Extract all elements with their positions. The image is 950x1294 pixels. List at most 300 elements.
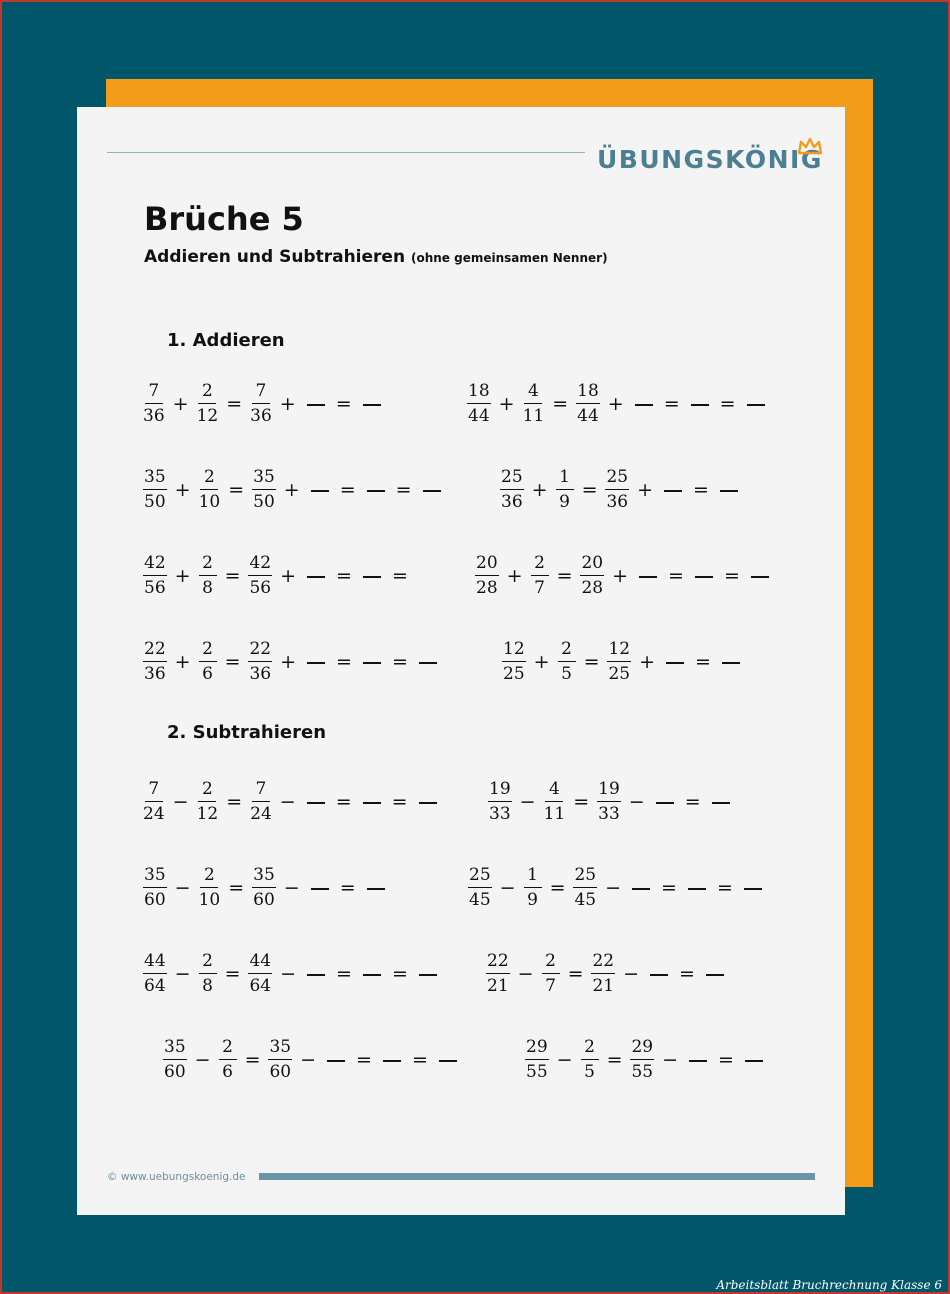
denominator: 55 xyxy=(631,1062,654,1082)
answer-blank xyxy=(664,490,682,492)
operator-sign: = xyxy=(411,1049,428,1071)
answer-blank xyxy=(363,802,381,804)
denominator: 6 xyxy=(202,664,213,684)
denominator: 5 xyxy=(561,664,572,684)
fraction xyxy=(197,781,219,823)
fraction xyxy=(248,953,272,995)
operator-sign: = xyxy=(336,651,352,673)
operator-sign: = xyxy=(718,1049,734,1071)
operator-sign: = xyxy=(679,963,695,985)
fraction xyxy=(252,867,276,909)
operator-sign: = xyxy=(661,877,677,899)
denominator: 36 xyxy=(250,406,272,426)
operator-sign: = xyxy=(336,963,352,985)
fraction xyxy=(523,383,545,425)
denominator: 36 xyxy=(249,664,272,684)
operator-sign: − xyxy=(605,877,622,899)
fraction xyxy=(197,383,219,425)
answer-blank xyxy=(639,576,657,578)
answer-blanks xyxy=(279,877,391,899)
denominator: 21 xyxy=(487,976,509,996)
answer-blank xyxy=(307,974,325,976)
operator-sign: = xyxy=(391,963,408,985)
numerator: 4 xyxy=(545,781,563,802)
numerator: 18 xyxy=(467,383,491,404)
operator-sign: = xyxy=(391,565,408,587)
exercise xyxy=(472,548,775,604)
answer-blank xyxy=(666,662,684,664)
logo-text: ÜBUNGSKÖNIG xyxy=(597,145,823,174)
subtitle-main: Addieren und Subtrahieren xyxy=(144,247,406,267)
fraction xyxy=(252,469,276,511)
operator-sign: − xyxy=(279,791,296,813)
operator-sign: − xyxy=(556,1049,573,1071)
fraction xyxy=(143,867,167,909)
fraction xyxy=(597,781,621,823)
equals-sign: = xyxy=(606,1049,623,1071)
operator-sign: + xyxy=(279,393,296,415)
operator-sign: − xyxy=(517,963,534,985)
equals-sign: = xyxy=(224,651,241,673)
numerator: 2 xyxy=(198,383,216,404)
answer-blank xyxy=(307,404,325,406)
denominator: 50 xyxy=(253,492,275,512)
numerator: 35 xyxy=(143,469,167,490)
operator-sign: + xyxy=(280,651,297,673)
numerator: 29 xyxy=(525,1039,549,1060)
numerator: 2 xyxy=(199,641,217,662)
operator-sign: + xyxy=(283,479,300,501)
exercise xyxy=(499,634,746,690)
operator-sign: + xyxy=(533,651,550,673)
fraction xyxy=(163,1039,187,1081)
numerator: 35 xyxy=(143,867,167,888)
fraction xyxy=(143,953,167,995)
fraction xyxy=(468,867,492,909)
numerator: 7 xyxy=(252,383,270,404)
equals-sign: = xyxy=(556,565,573,587)
denominator: 10 xyxy=(198,890,221,910)
footer-bar xyxy=(259,1173,815,1180)
operator-sign: + xyxy=(174,479,191,501)
denominator: 12 xyxy=(196,804,219,824)
operator-sign: + xyxy=(174,565,191,587)
fraction xyxy=(605,469,629,511)
numerator: 22 xyxy=(486,953,510,974)
denominator: 33 xyxy=(489,804,511,824)
numerator: 2 xyxy=(199,555,217,576)
exercise xyxy=(140,860,391,916)
operator-sign: + xyxy=(612,565,629,587)
answer-blank xyxy=(745,1060,763,1062)
answer-blank xyxy=(363,974,381,976)
denominator: 24 xyxy=(250,804,272,824)
numerator: 19 xyxy=(597,781,621,802)
denominator: 64 xyxy=(249,976,272,996)
numerator: 29 xyxy=(630,1039,654,1060)
fraction xyxy=(556,469,574,511)
operator-sign: = xyxy=(339,877,356,899)
numerator: 22 xyxy=(248,641,272,662)
answer-blank xyxy=(307,662,325,664)
answer-blank xyxy=(688,888,706,890)
numerator: 25 xyxy=(573,867,597,888)
denominator: 45 xyxy=(469,890,491,910)
denominator: 55 xyxy=(526,1062,548,1082)
answer-blank xyxy=(751,576,769,578)
exercise xyxy=(140,634,443,690)
fraction xyxy=(580,555,604,597)
denominator: 36 xyxy=(606,492,629,512)
denominator: 24 xyxy=(143,804,165,824)
footer-website: © www.uebungskoenig.de xyxy=(107,1171,246,1183)
denominator: 36 xyxy=(501,492,523,512)
section-heading-subtrahieren: 2. Subtrahieren xyxy=(167,722,327,743)
answer-blank xyxy=(635,404,653,406)
denominator: 45 xyxy=(574,890,597,910)
denominator: 36 xyxy=(144,664,166,684)
answer-blank xyxy=(706,974,724,976)
numerator: 35 xyxy=(252,867,276,888)
answer-blanks xyxy=(657,1049,769,1071)
denominator: 12 xyxy=(196,406,219,426)
numerator: 2 xyxy=(581,1039,599,1060)
answer-blanks xyxy=(634,651,746,673)
answer-blanks xyxy=(275,393,387,415)
denominator: 60 xyxy=(164,1062,186,1082)
answer-blank xyxy=(689,1060,707,1062)
exercise xyxy=(140,462,447,518)
operator-sign: − xyxy=(623,963,640,985)
denominator: 60 xyxy=(269,1062,292,1082)
fraction xyxy=(199,469,221,511)
fraction xyxy=(143,781,165,823)
answer-blanks xyxy=(275,963,443,985)
denominator: 60 xyxy=(144,890,166,910)
operator-sign: = xyxy=(719,393,736,415)
fraction xyxy=(199,641,217,683)
operator-sign: + xyxy=(639,651,656,673)
crown-icon xyxy=(797,137,823,155)
operator-sign: + xyxy=(172,393,189,415)
denominator: 33 xyxy=(598,804,620,824)
numerator: 42 xyxy=(248,555,272,576)
answer-blank xyxy=(419,662,437,664)
numerator: 20 xyxy=(580,555,604,576)
denominator: 9 xyxy=(559,492,570,512)
subtitle-note: (ohne gemeinsamen Nenner) xyxy=(410,251,608,265)
denominator: 44 xyxy=(577,406,599,426)
operator-sign: = xyxy=(716,877,733,899)
answer-blank xyxy=(650,974,668,976)
fraction xyxy=(143,469,167,511)
numerator: 7 xyxy=(252,781,270,802)
operator-sign: − xyxy=(499,877,516,899)
answer-blanks xyxy=(600,877,768,899)
equals-sign: = xyxy=(224,565,241,587)
denominator: 7 xyxy=(545,976,556,996)
answer-blank xyxy=(419,974,437,976)
operator-sign: + xyxy=(280,565,297,587)
answer-blank xyxy=(632,888,650,890)
operator-sign: − xyxy=(194,1049,211,1071)
numerator: 20 xyxy=(475,555,499,576)
numerator: 25 xyxy=(605,469,629,490)
exercise xyxy=(140,548,413,604)
numerator: 35 xyxy=(268,1039,292,1060)
equals-sign: = xyxy=(549,877,566,899)
denominator: 7 xyxy=(534,578,545,598)
operator-sign: + xyxy=(637,479,654,501)
operator-sign: + xyxy=(607,393,624,415)
fraction xyxy=(576,383,600,425)
answer-blank xyxy=(307,802,325,804)
denominator: 10 xyxy=(198,492,221,512)
equals-sign: = xyxy=(583,651,600,673)
answer-blank xyxy=(656,802,674,804)
operator-sign: + xyxy=(174,651,191,673)
exercise xyxy=(485,774,736,830)
denominator: 8 xyxy=(202,578,213,598)
worksheet-page xyxy=(77,107,845,1215)
answer-blank xyxy=(311,888,329,890)
equals-sign: = xyxy=(573,791,590,813)
fraction xyxy=(248,641,272,683)
exercise xyxy=(140,774,443,830)
operator-sign: = xyxy=(339,479,356,501)
answer-blank xyxy=(691,404,709,406)
numerator: 2 xyxy=(542,953,560,974)
answer-blank xyxy=(367,888,385,890)
operator-sign: = xyxy=(723,565,740,587)
numerator: 25 xyxy=(500,469,524,490)
fraction xyxy=(544,781,566,823)
denominator: 36 xyxy=(143,406,165,426)
operator-sign: = xyxy=(695,651,711,673)
answer-blank xyxy=(720,490,738,492)
answer-blank xyxy=(744,888,762,890)
answer-blank xyxy=(419,802,437,804)
answer-blank xyxy=(363,404,381,406)
operator-sign: + xyxy=(506,565,523,587)
fraction xyxy=(607,641,631,683)
fraction xyxy=(250,383,272,425)
operator-sign: = xyxy=(335,791,352,813)
answer-blank xyxy=(695,576,713,578)
numerator: 42 xyxy=(143,555,167,576)
operator-sign: + xyxy=(531,479,548,501)
answer-blank xyxy=(423,490,441,492)
numerator: 2 xyxy=(531,555,549,576)
numerator: 2 xyxy=(219,1039,237,1060)
operator-sign: + xyxy=(498,393,515,415)
answer-blanks xyxy=(275,651,443,673)
operator-sign: − xyxy=(519,791,536,813)
exercise xyxy=(160,1032,463,1088)
equals-sign: = xyxy=(581,479,598,501)
answer-blank xyxy=(367,490,385,492)
operator-sign: = xyxy=(663,393,680,415)
fraction xyxy=(219,1039,237,1081)
numerator: 18 xyxy=(576,383,600,404)
operator-sign: − xyxy=(174,963,191,985)
equals-sign: = xyxy=(228,479,245,501)
numerator: 25 xyxy=(468,867,492,888)
numerator: 4 xyxy=(524,383,542,404)
fraction xyxy=(591,953,615,995)
numerator: 35 xyxy=(252,469,276,490)
fraction xyxy=(525,1039,549,1081)
operator-sign: = xyxy=(668,565,684,587)
header-rule xyxy=(107,152,585,153)
fraction xyxy=(531,555,549,597)
answer-blank xyxy=(747,404,765,406)
denominator: 56 xyxy=(144,578,166,598)
exercise xyxy=(483,946,730,1002)
numerator: 12 xyxy=(502,641,526,662)
denominator: 25 xyxy=(608,664,631,684)
numerator: 22 xyxy=(143,641,167,662)
worksheet-title: Brüche 5 xyxy=(144,200,304,238)
fraction xyxy=(524,867,542,909)
answer-blanks xyxy=(279,479,447,501)
fraction xyxy=(630,1039,654,1081)
answer-blanks xyxy=(624,791,736,813)
fraction xyxy=(573,867,597,909)
denominator: 56 xyxy=(249,578,272,598)
fraction xyxy=(475,555,499,597)
image-caption: Arbeitsblatt Bruchrechnung Klasse 6 xyxy=(716,1278,942,1292)
answer-blank xyxy=(363,576,381,578)
denominator: 5 xyxy=(584,1062,595,1082)
operator-sign: = xyxy=(391,791,408,813)
exercise xyxy=(497,462,744,518)
denominator: 64 xyxy=(144,976,166,996)
exercise xyxy=(522,1032,769,1088)
answer-blank xyxy=(311,490,329,492)
numerator: 2 xyxy=(200,867,218,888)
operator-sign: = xyxy=(395,479,412,501)
answer-blanks xyxy=(275,791,443,813)
answer-blank xyxy=(722,662,740,664)
denominator: 60 xyxy=(253,890,275,910)
fraction xyxy=(542,953,560,995)
denominator: 9 xyxy=(527,890,538,910)
denominator: 44 xyxy=(468,406,490,426)
numerator: 2 xyxy=(558,641,576,662)
operator-sign: = xyxy=(684,791,701,813)
fraction xyxy=(199,555,217,597)
numerator: 7 xyxy=(145,781,163,802)
denominator: 11 xyxy=(522,406,545,426)
fraction xyxy=(248,555,272,597)
answer-blanks xyxy=(607,565,775,587)
operator-sign: − xyxy=(628,791,645,813)
operator-sign: = xyxy=(391,651,408,673)
equals-sign: = xyxy=(226,791,243,813)
fraction xyxy=(143,383,165,425)
fraction xyxy=(199,867,221,909)
operator-sign: − xyxy=(283,877,300,899)
equals-sign: = xyxy=(567,963,584,985)
fraction xyxy=(486,953,510,995)
operator-sign: − xyxy=(172,791,189,813)
numerator: 22 xyxy=(591,953,615,974)
worksheet-subtitle xyxy=(144,247,608,267)
fraction xyxy=(500,469,524,511)
answer-blank xyxy=(439,1060,457,1062)
exercise xyxy=(464,376,771,432)
fraction xyxy=(199,953,217,995)
numerator: 1 xyxy=(524,867,542,888)
numerator: 2 xyxy=(200,469,218,490)
operator-sign: − xyxy=(300,1049,317,1071)
denominator: 6 xyxy=(222,1062,233,1082)
answer-blanks xyxy=(618,963,730,985)
fraction xyxy=(502,641,526,683)
numerator: 44 xyxy=(143,953,167,974)
answer-blank xyxy=(383,1060,401,1062)
fraction xyxy=(143,641,167,683)
denominator: 8 xyxy=(202,976,213,996)
operator-sign: − xyxy=(174,877,191,899)
fraction xyxy=(143,555,167,597)
exercise xyxy=(140,946,443,1002)
exercise xyxy=(465,860,768,916)
answer-blanks xyxy=(295,1049,463,1071)
answer-blank xyxy=(327,1060,345,1062)
answer-blanks xyxy=(275,565,413,587)
operator-sign: − xyxy=(280,963,297,985)
fraction xyxy=(268,1039,292,1081)
denominator: 28 xyxy=(581,578,604,598)
operator-sign: = xyxy=(356,1049,372,1071)
denominator: 50 xyxy=(144,492,166,512)
answer-blank xyxy=(307,576,325,578)
denominator: 11 xyxy=(543,804,566,824)
operator-sign: = xyxy=(335,393,352,415)
numerator: 12 xyxy=(607,641,631,662)
section-heading-addieren: 1. Addieren xyxy=(167,330,285,351)
denominator: 21 xyxy=(592,976,615,996)
answer-blank xyxy=(363,662,381,664)
equals-sign: = xyxy=(244,1049,261,1071)
numerator: 19 xyxy=(488,781,512,802)
denominator: 25 xyxy=(503,664,525,684)
fraction xyxy=(581,1039,599,1081)
operator-sign: = xyxy=(336,565,352,587)
operator-sign: = xyxy=(693,479,709,501)
fraction xyxy=(250,781,272,823)
answer-blanks xyxy=(632,479,744,501)
numerator: 1 xyxy=(556,469,574,490)
numerator: 44 xyxy=(248,953,272,974)
numerator: 35 xyxy=(163,1039,187,1060)
numerator: 2 xyxy=(199,953,217,974)
fraction xyxy=(467,383,491,425)
exercise xyxy=(140,376,387,432)
equals-sign: = xyxy=(228,877,245,899)
equals-sign: = xyxy=(226,393,243,415)
numerator: 7 xyxy=(145,383,163,404)
equals-sign: = xyxy=(224,963,241,985)
answer-blank xyxy=(712,802,730,804)
fraction xyxy=(488,781,512,823)
fraction xyxy=(558,641,576,683)
operator-sign: − xyxy=(662,1049,679,1071)
equals-sign: = xyxy=(552,393,569,415)
numerator: 2 xyxy=(198,781,216,802)
